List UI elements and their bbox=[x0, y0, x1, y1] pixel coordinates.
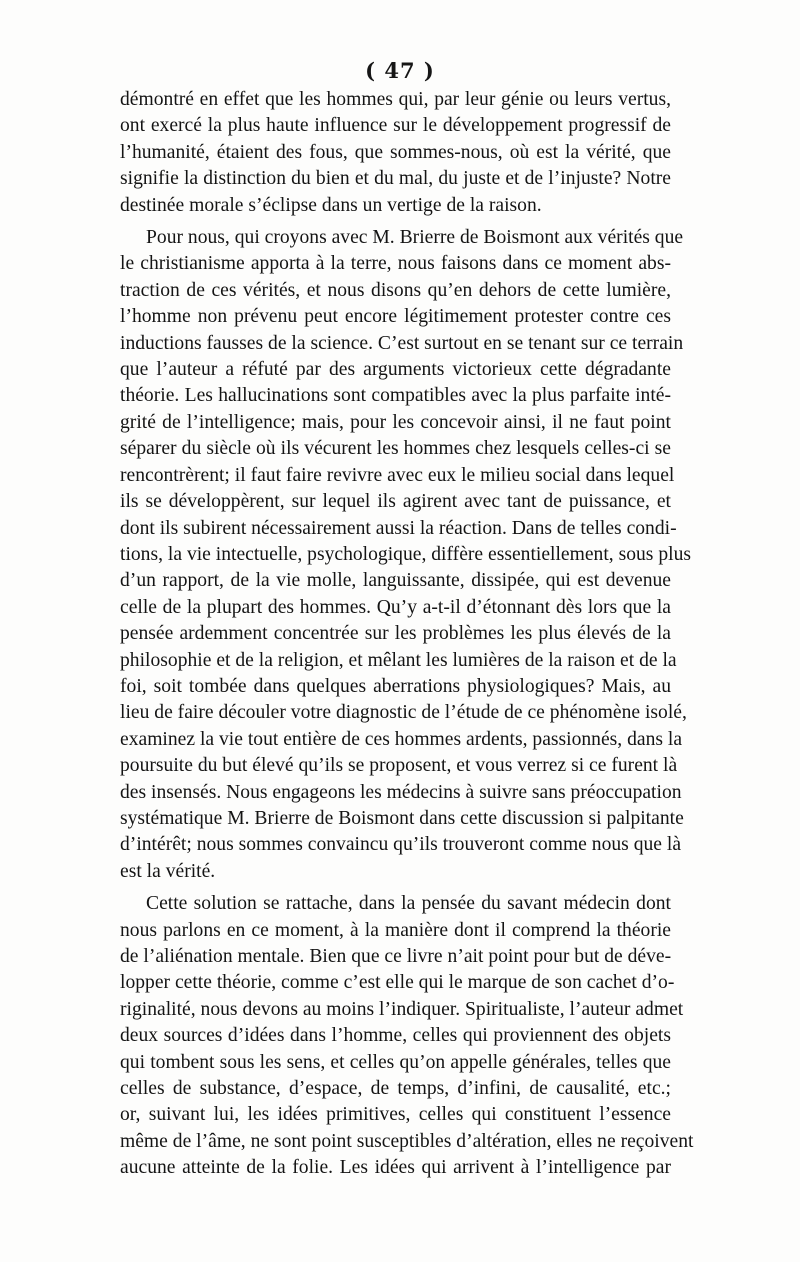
text-line: Pour nous, qui croyons avec M. Brierre de Boismont aux vérités que bbox=[146, 227, 684, 249]
body-text bbox=[120, 87, 694, 1182]
text-line: de l’aliénation mentale. Bien que ce livre n’ait point pour but de déve- bbox=[120, 946, 672, 967]
text-line: d’un rapport, de la vie molle, languissante, dissipée, qui est devenue bbox=[120, 570, 671, 592]
text-line: dont ils subirent nécessairement aussi la réaction. Dans de telles condi- bbox=[120, 517, 677, 539]
page-number: ( 47 ) bbox=[365, 58, 435, 83]
text-line: destinée morale s’éclipse dans un vertige de la raison. bbox=[120, 194, 542, 216]
text-line: grité de l’intelligence; mais, pour les concevoir ainsi, il ne faut point bbox=[120, 411, 671, 433]
text-line: le christianisme apporta à la terre, nous faisons dans ce moment abs- bbox=[120, 253, 671, 275]
text-line: examinez la vie tout entière de ces hommes ardents, passionnés, dans la bbox=[120, 728, 683, 750]
text-line: inductions fausses de la science. C’est surtout en se tenant sur ce terrain bbox=[120, 332, 684, 354]
text-line: lieu de faire découler votre diagnostic de l’étude de ce phénomène isolé, bbox=[120, 702, 687, 724]
text-line: théorie. Les hallucinations sont compatibles avec la plus parfaite inté- bbox=[120, 385, 671, 407]
text-line: deux sources d’idées dans l’homme, celles qui proviennent des objets bbox=[120, 1025, 671, 1047]
text-line: celle de la plupart des hommes. Qu’y a-t-il d’étonnant dès lors que la bbox=[120, 596, 671, 618]
text-line: lopper cette théorie, comme c’est elle qui le marque de son cachet d’o- bbox=[120, 972, 675, 994]
text-line: que l’auteur a réfuté par des arguments victorieux cette dégradante bbox=[120, 359, 671, 381]
text-line: poursuite du but élevé qu’ils se proposent, et vous verrez si ce furent là bbox=[120, 755, 678, 777]
text-line: ils se développèrent, sur lequel ils agirent avec tant de puissance, et bbox=[120, 491, 671, 513]
paragraph-1 bbox=[120, 87, 671, 219]
text-line: tions, la vie intectuelle, psychologique, diffère essentiellement, sous plus bbox=[120, 543, 691, 565]
text-line: séparer du siècle où ils vécurent les hommes chez lesquels celles-ci se bbox=[120, 438, 671, 460]
text-line: d’intérêt; nous sommes convaincu qu’ils trouveront comme nous que là bbox=[120, 834, 682, 856]
text-line: aucune atteinte de la folie. Les idées qui arrivent à l’intelligence par bbox=[120, 1157, 671, 1179]
text-line: est la vérité. bbox=[120, 860, 216, 882]
paragraph-3 bbox=[120, 891, 694, 1181]
text-line: ont exercé la plus haute influence sur le développement progressif de bbox=[120, 115, 671, 137]
text-line: qui tombent sous les sens, et celles qu’on appelle générales, telles que bbox=[120, 1051, 671, 1073]
text-line: foi, soit tombée dans quelques aberrations physiologiques? Mais, au bbox=[120, 675, 671, 697]
text-line: nous parlons en ce moment, à la manière dont il comprend la théorie bbox=[120, 919, 671, 941]
text-line: philosophie et de la religion, et mêlant les lumières de la raison et de la bbox=[120, 649, 677, 671]
text-line: riginalité, nous devons au moins l’indiquer. Spiritualiste, l’auteur admet bbox=[120, 998, 684, 1020]
text-line: des insensés. Nous engageons les médecins à suivre sans préoccupation bbox=[120, 781, 682, 803]
text-line: celles de substance, d’espace, de temps, d’infini, de causalité, etc.; bbox=[120, 1078, 671, 1100]
text-line: rencontrèrent; il faut faire revivre avec eux le milieu social dans lequel bbox=[120, 464, 675, 486]
text-line: systématique M. Brierre de Boismont dans cette discussion si palpitante bbox=[120, 807, 684, 829]
text-line: même de l’âme, ne sont point susceptibles d’altération, elles ne reçoivent bbox=[120, 1130, 694, 1152]
paragraph-2 bbox=[120, 225, 691, 885]
text-line: Cette solution se rattache, dans la pensée du savant médecin dont bbox=[146, 893, 671, 915]
text-line: traction de ces vérités, et nous disons qu’en dehors de cette lumière, bbox=[120, 279, 671, 301]
text-line: l’humanité, étaient des fous, que sommes-nous, où est la vérité, que bbox=[120, 141, 671, 163]
text-line: signifie la distinction du bien et du mal, du juste et de l’injuste? Notre bbox=[120, 168, 671, 190]
text-line: l’homme non prévenu peut encore légitimement protester contre ces bbox=[120, 306, 671, 328]
text-line: or, suivant lui, les idées primitives, celles qui constituent l’essence bbox=[120, 1104, 671, 1126]
text-line: pensée ardemment concentrée sur les problèmes les plus élevés de la bbox=[120, 623, 671, 645]
text-line: démontré en effet que les hommes qui, par leur génie ou leurs vertus, bbox=[120, 89, 671, 110]
